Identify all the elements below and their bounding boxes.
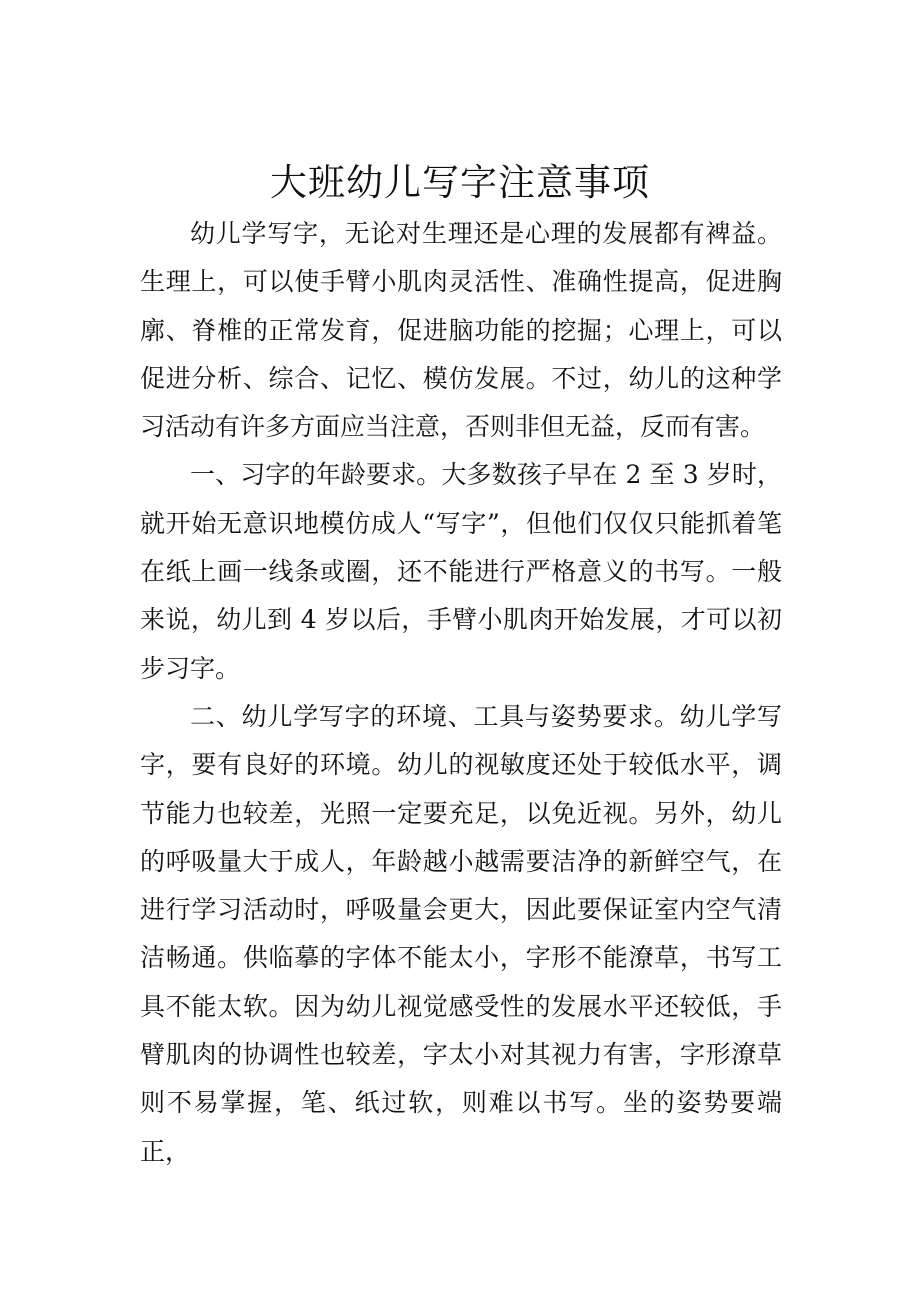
document-title: 大班幼儿写字注意事项 bbox=[270, 161, 650, 204]
document-body bbox=[140, 210, 782, 1176]
paragraph-age-requirement: 一、习字的年龄要求。大多数孩子早在 2 至 3 岁时，就开始无意识地模仿成人“写字”，但他们仅仅只能抓着笔在纸上画一线条或圈，还不能进行严格意义的书写。一般来说，幼儿到 4 岁以后，手臂小肌肉开始发展，才可以初步习字。 bbox=[140, 460, 782, 683]
paragraph-intro: 幼儿学写字，无论对生理还是心理的发展都有裨益。生理上，可以使手臂小肌肉灵活性、准确性提高，促进胸廓、脊椎的正常发育，促进脑功能的挖掘；心理上，可以促进分析、综合、记忆、模仿发展。不过，幼儿的这种学习活动有许多方面应当注意，否则非但无益，反而有害。 bbox=[140, 219, 782, 442]
paragraph-environment-tools-posture: 二、幼儿学写字的环境、工具与姿势要求。幼儿学写字，要有良好的环境。幼儿的视敏度还处于较低水平，调节能力也较差，光照一定要充足，以免近视。另外，幼儿的呼吸量大于成人，年龄越小越需要洁净的新鲜空气，在进行学习活动时，呼吸量会更大，因此要保证室内空气清洁畅通。供临摹的字体不能太小，字形不能潦草，书写工具不能太软。因为幼儿视觉感受性的发展水平还较低，手臂肌肉的协调性也较差，字太小对其视力有害，字形潦草则不易掌握，笔、纸过软，则难以书写。坐的姿势要端正， bbox=[140, 701, 782, 1166]
